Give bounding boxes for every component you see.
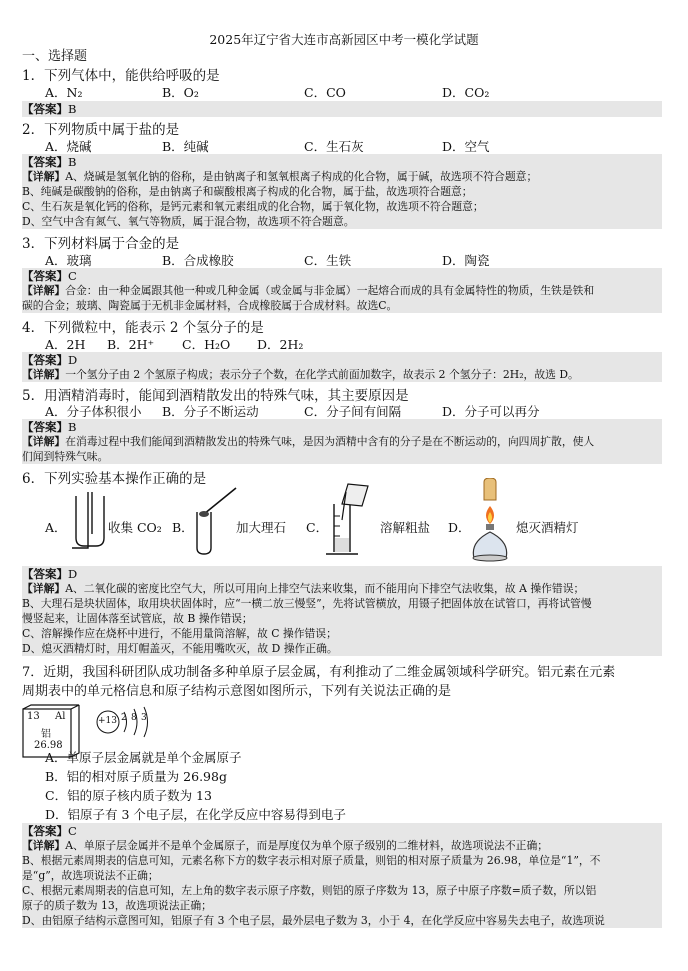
label-collect-co2: 收集 CO₂: [108, 520, 162, 535]
answer-bar: 【答案】B: [22, 101, 662, 117]
option-a: A．2H: [45, 337, 86, 352]
atom-structure-figure: [94, 706, 158, 740]
option-b: B．2H⁺: [107, 337, 155, 352]
question-2-stem: 2．下列物质中属于盐的是: [22, 122, 180, 138]
detail-block: 【详解】A、二氧化碳的密度比空气大，所以可用向上排空气法来收集，而不能用向下排空气法收集，故 A 操作错误； B、大理石是块状固体，取用块状固体时，应“一横二放三慢竖”，先将试管横放，用镊子把固体放在试管口，再将试管慢 慢竖起来，让固体落至试管底，故 B 操作错误； C、溶解操作应在烧杯中进行，不能用量筒溶解，故 C 操作错误； D、熄灭酒精灯时，用灯帽盖灭，不能用嘴吹灭，故 D 操作正确。: [22, 581, 662, 656]
option-c: C．生石灰: [304, 139, 364, 154]
option-a: A．分子体积很小: [45, 404, 142, 419]
label-b: B．: [172, 520, 194, 535]
label-c: C．: [306, 520, 329, 535]
question-4-options: [22, 335, 662, 353]
option-c: C．生铁: [304, 253, 352, 268]
option-d: D．分子可以再分: [442, 404, 540, 419]
option-b: B．铝的相对原子质量为 26.98g: [45, 769, 227, 784]
option-d: D．空气: [442, 139, 490, 154]
option-a: A．单原子层金属就是单个金属原子: [45, 750, 242, 765]
label-dissolve-salt: 溶解粗盐: [380, 520, 431, 535]
option-b: B．合成橡胶: [162, 253, 234, 268]
question-4-stem: 4．下列微粒中，能表示 2 个氢分子的是: [22, 320, 264, 336]
question-1-stem: 1．下列气体中，能供给呼吸的是: [22, 68, 220, 84]
label-extinguish-lamp: 熄灭酒精灯: [516, 520, 579, 535]
question-6-stem: 6．下列实验基本操作正确的是: [22, 471, 207, 487]
answer-bar: 【答案】C: [22, 268, 662, 284]
element-number: 13: [27, 711, 40, 722]
question-3-stem: 3．下列材料属于合金的是: [22, 236, 180, 252]
answer-bar: 【答案】D: [22, 566, 662, 582]
label-d: D．: [448, 520, 471, 535]
option-a: A．N₂: [45, 85, 83, 100]
question-1-options: [22, 83, 662, 101]
option-c: C．CO: [304, 85, 346, 100]
option-c: C．铝的原子核内质子数为 13: [45, 788, 212, 803]
label-add-marble: 加大理石: [236, 520, 287, 535]
nucleus-charge: +13: [98, 716, 117, 726]
page-title: 2025年辽宁省大连市高新园区中考一模化学试题: [209, 32, 479, 47]
test-tube-figure: [192, 484, 242, 556]
option-d: D．陶瓷: [442, 253, 490, 268]
shell-2-electrons: 8: [131, 713, 137, 723]
detail-block: 【详解】在消毒过程中我们能闻到酒精散发出的特殊气味，是因为酒精中含有的分子是在不断运动的，向四周扩散，使人 们闻到特殊气味。: [22, 434, 662, 464]
question-7-stem-line-2: 周期表中的单元格信息和原子结构示意图如图所示，下列有关说法正确的是: [22, 684, 452, 699]
option-c: C．H₂O: [182, 337, 231, 352]
option-d: D．CO₂: [442, 85, 490, 100]
option-b: B．纯碱: [162, 139, 209, 154]
detail-block: 【详解】A、烧碱是氢氧化钠的俗称，是由钠离子和氢氧根离子构成的化合物，属于碱，故选项不符合题意； B、纯碱是碳酸钠的俗称，是由钠离子和碳酸根离子构成的化合物，属于盐，故选项符合题意； C、生石灰是氧化钙的俗称，是钙元素和氧元素组成的化合物，属于氧化物，故选项不符合题意； D、空气中含有氮气、氧气等物质，属于混合物，故选项不符合题意。: [22, 169, 662, 229]
option-b: B．O₂: [162, 85, 199, 100]
gas-collection-figure: [68, 490, 113, 552]
question-3-options: [22, 251, 662, 269]
answer-bar: 【答案】C: [22, 823, 662, 839]
answer-value: B: [68, 155, 77, 169]
option-c: C．分子间有间隔: [304, 404, 402, 419]
answer-bar: 【答案】B: [22, 154, 662, 170]
element-mass: 26.98: [34, 740, 63, 751]
detail-block: 【详解】合金：由一种金属跟其他一种或几种金属（或金属与非金属）一起熔合而成的具有金属特性的物质，生铁是铁和 碳的合金；玻璃、陶瓷属于无机非金属材料，合成橡胶属于合成材料。故选C。: [22, 283, 662, 313]
option-a: A．玻璃: [45, 253, 92, 268]
question-5-options: [22, 402, 662, 420]
shell-1-electrons: 2: [121, 713, 127, 723]
label-a: A．: [45, 520, 67, 535]
option-d: D．2H₂: [257, 337, 304, 352]
answer-value: B: [68, 420, 77, 434]
answer-bar: 【答案】B: [22, 419, 662, 435]
section-heading: 一、选择题: [22, 49, 88, 64]
answer-value: D: [68, 353, 78, 367]
answer-value: B: [68, 102, 77, 116]
shell-3-electrons: 3: [141, 713, 147, 723]
answer-bar: 【答案】D: [22, 352, 662, 368]
option-d: D．铝原子有 3 个电子层，在化学反应中容易得到电子: [45, 807, 346, 822]
question-2-options: [22, 137, 662, 155]
element-name: 铝: [41, 729, 51, 740]
answer-value: C: [68, 824, 77, 838]
question-7-stem-line-1: 7．近期，我国科研团队成功制备多种单原子层金属，有利推动了二维金属领域科学研究。铝元素在元素: [22, 665, 616, 680]
detail-block: 【详解】A、单原子层金属并不是单个金属原子，而是厚度仅为单个原子级别的二维材料，故选项说法不正确； B、根据元素周期表的信息可知，元素名称下方的数字表示相对原子质量，则铝的相对原子质量为 26.98，单位是“1”，不 是“g”，故选项说法不正确； C、根据元素周期表的信息可知，左上角的数字表示原子序数，则铝的原子序数为 13，原子中原子序数=质子数，所以铝 原子的质子数为 13，故选项说法正确； D、由铝原子结构示意图可知，铝原子有 3 个电子层，最外层电子数为 3，小于 4，在化学反应中容易失去电子，故选项说: [22, 838, 662, 928]
option-b: B．分子不断运动: [162, 404, 259, 419]
graduated-cylinder-figure: [322, 480, 382, 560]
detail-block: 【详解】一个氢分子由 2 个氢原子构成；表示分子个数，在化学式前面加数字，故表示 2 个氢分子：2H₂，故选 D。: [22, 367, 662, 382]
alcohol-lamp-figure: [466, 478, 516, 564]
answer-value: C: [68, 269, 77, 283]
question-5-stem: 5．用酒精消毒时，能闻到酒精散发出的特殊气味，其主要原因是: [22, 388, 409, 404]
answer-value: D: [68, 567, 78, 581]
option-a: A．烧碱: [45, 139, 92, 154]
element-symbol: Al: [55, 711, 66, 722]
